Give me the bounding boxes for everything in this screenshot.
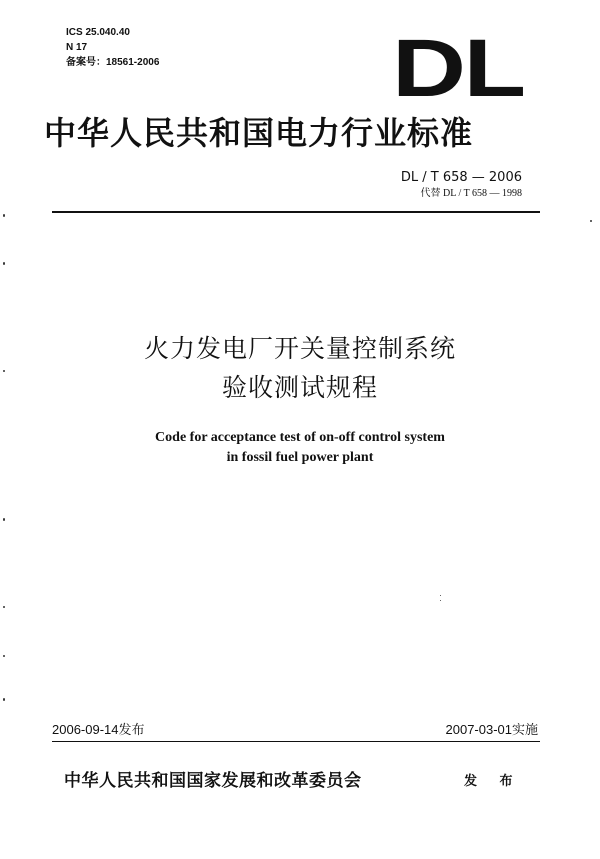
ccs-code: N 17 [66,42,88,53]
scan-speck [3,698,5,701]
issue-label: 发 布 [464,774,519,789]
scan-speck [3,655,5,657]
scan-speck [3,518,5,521]
implement-date: 2007-03-01实施 [445,722,538,737]
scan-speck [440,600,441,601]
standard-category-title: 中华人民共和国电力行业标准 [44,114,474,152]
document-title-line1: 火力发电厂开关量控制系统 [143,334,456,363]
issuing-authority: 中华人民共和国国家发展和改革委员会 [64,771,362,791]
footer-divider [52,741,540,742]
scan-speck [3,370,5,372]
scan-speck [3,262,5,265]
scan-speck [3,606,5,608]
standard-number: DL / T 658 — 2006 [400,170,522,185]
ics-code: ICS 25.040.40 [66,27,130,38]
scan-speck [590,220,592,222]
issue-date: 2006-09-14发布 [52,722,145,737]
document-title-line2: 验收测试规程 [221,373,378,402]
dl-logo: DL [392,23,524,114]
scan-speck [440,595,441,596]
english-title-line1: Code for acceptance test of on-off control system [155,430,445,445]
english-title-line2: in fossil fuel power plant [226,450,374,465]
header-divider [52,211,540,213]
replaces-standard: 代替 DL / T 658 — 1998 [420,188,522,199]
record-number: 备案号：18561-2006 [66,57,160,68]
scan-speck [3,214,5,217]
